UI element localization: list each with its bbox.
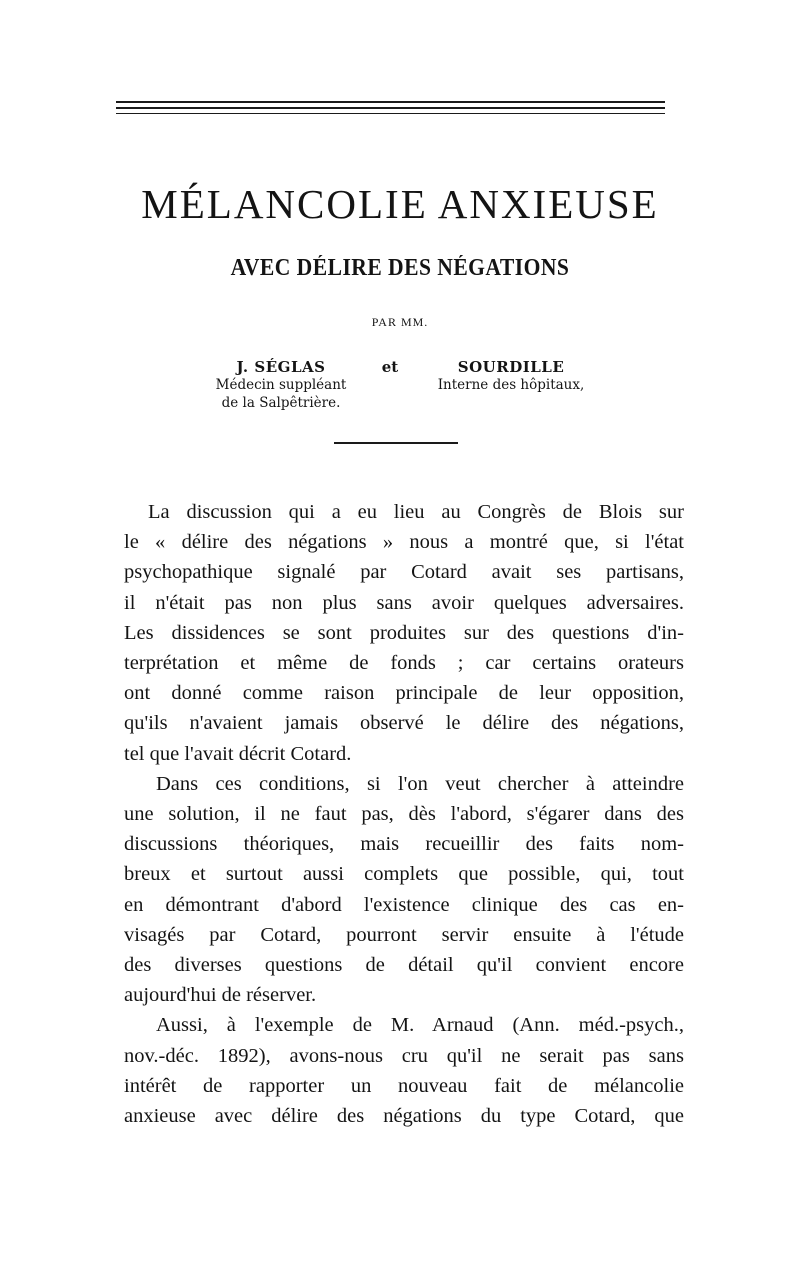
author-block-seglas [206, 358, 356, 412]
section-divider [334, 442, 458, 444]
byline: PAR MM. [371, 315, 429, 329]
text-line: visagés par Cotard, pourront servir ensuite à l'étude [124, 923, 684, 946]
text-line: La discussion qui a eu lieu au Congrès de Blois sur [148, 501, 684, 523]
header-rule [116, 107, 665, 109]
author-name: J. SÉGLAS [236, 358, 326, 376]
text-line: en démontrant d'abord l'existence clinique des cas en- [124, 893, 684, 916]
author-name: SOURDILLE [457, 358, 565, 376]
author-role: Médecin suppléant [215, 377, 347, 393]
text-line: nov.-déc. 1892), avons-nous cru qu'il ne serait pas sans [124, 1044, 684, 1067]
text-line: tel que l'avait décrit Cotard. [124, 742, 352, 765]
author-role: Interne des hôpitaux, [437, 377, 585, 393]
author-role: de la Salpêtrière. [221, 395, 341, 411]
text-line: qu'ils n'avaient jamais observé le délire des négations, [124, 712, 684, 735]
paragraph [124, 1010, 684, 1131]
paragraph [124, 497, 684, 769]
header-rule [116, 113, 665, 114]
article-subtitle: AVEC DÉLIRE DES NÉGATIONS [230, 255, 570, 281]
author-block-sourdille [426, 358, 596, 394]
header-rule [116, 101, 665, 103]
text-line: Dans ces conditions, si l'on veut chercher à atteindre [156, 772, 684, 795]
text-line: une solution, il ne faut pas, dès l'abord, s'égarer dans des [124, 803, 684, 826]
text-line: psychopathique signalé par Cotard avait ses partisans, [124, 561, 684, 584]
text-line: Aussi, à l'exemple de M. Arnaud (Ann. méd.-psych., [156, 1014, 684, 1037]
article-title: MÉLANCOLIE ANXIEUSE [141, 181, 659, 227]
text-line: intérêt de rapporter un nouveau fait de mélancolie [124, 1074, 684, 1097]
text-line: Les dissidences se sont produites sur des questions d'in- [124, 621, 684, 644]
author-conjunction: et [381, 358, 399, 376]
paragraph [124, 769, 684, 1011]
text-line: anxieuse avec délire des négations du type Cotard, que [124, 1105, 684, 1128]
text-line: le « délire des négations » nous a montré que, si l'état [124, 531, 684, 554]
text-line: des diverses questions de détail qu'il convient encore [124, 954, 684, 977]
text-line: ont donné comme raison principale de leur opposition, [124, 682, 684, 705]
text-line: breux et surtout aussi complets que possible, qui, tout [124, 863, 684, 886]
text-line: il n'était pas non plus sans avoir quelques adversaires. [124, 591, 684, 614]
article-body [124, 497, 684, 1131]
text-line: discussions théoriques, mais recueillir des faits nom- [124, 833, 684, 856]
text-line: aujourd'hui de réserver. [124, 984, 317, 1007]
text-line: terprétation et même de fonds ; car certains orateurs [124, 652, 684, 675]
